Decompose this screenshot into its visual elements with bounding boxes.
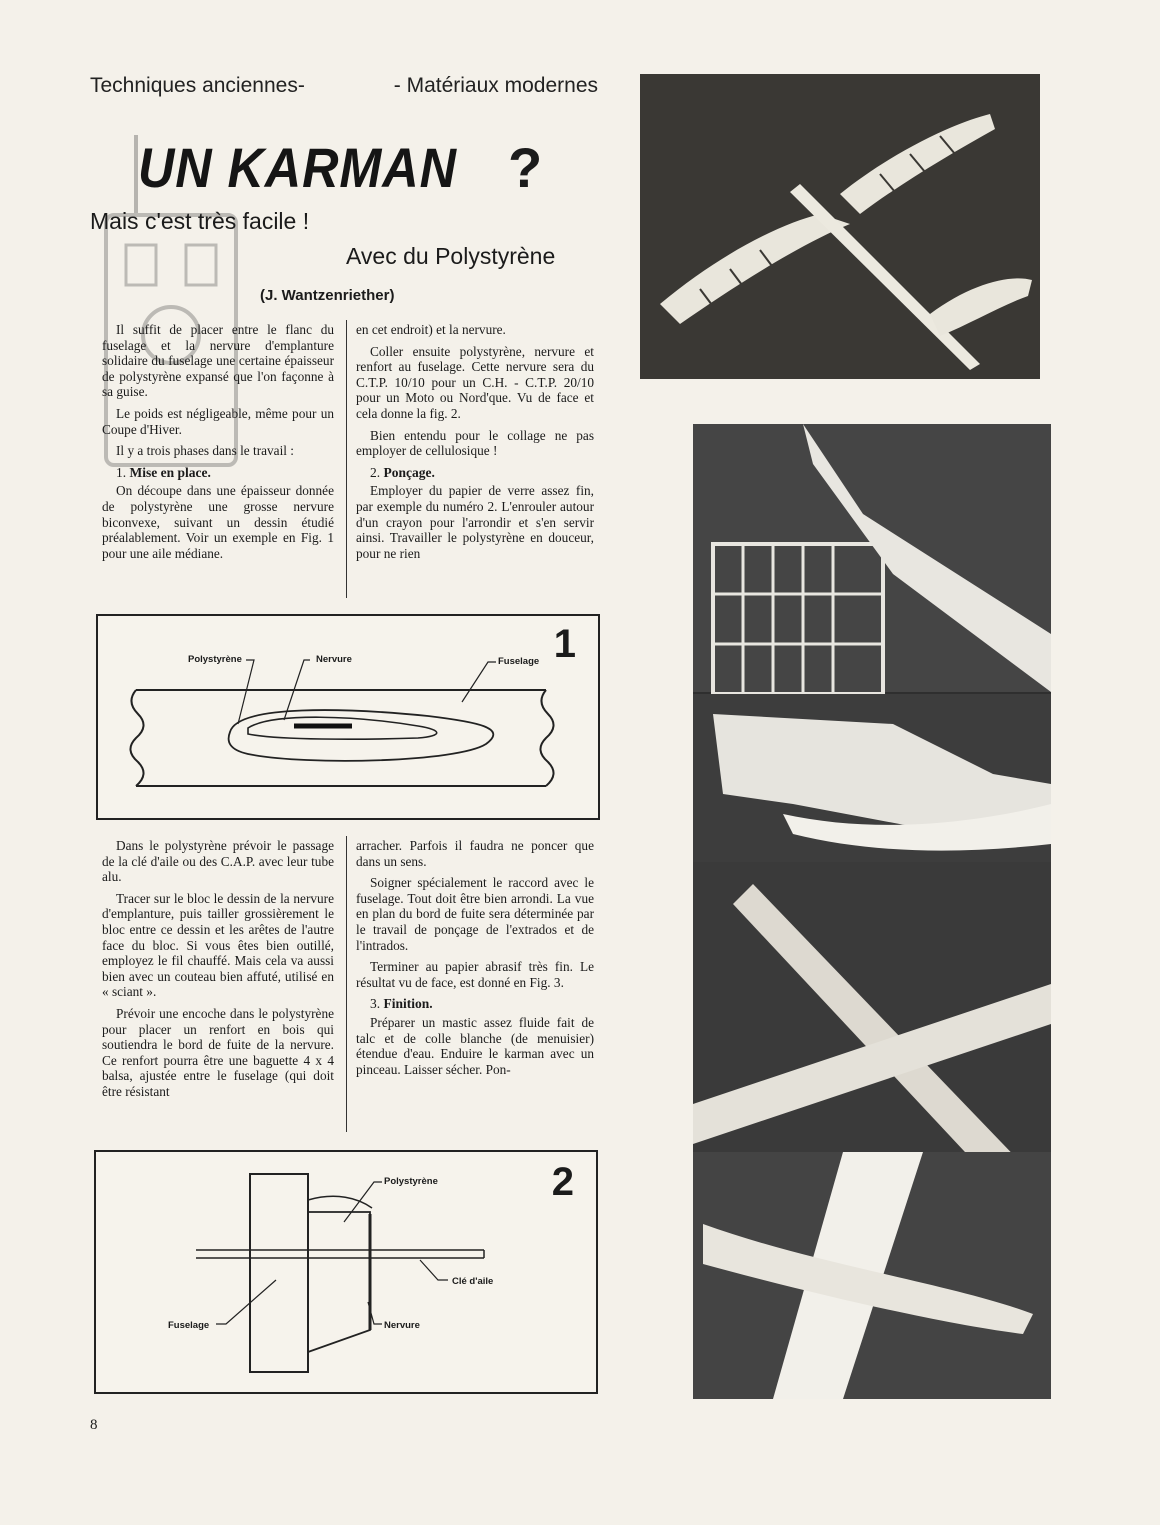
paragraph: Il suffit de placer entre le flanc du fuselage et la nervure d'emplanture solidaire du fuselage une certaine épaisseur de polystyrène expansé que l'on façonne à sa guise. bbox=[102, 322, 334, 400]
paragraph: Bien entendu pour le collage ne pas employer de cellulosique ! bbox=[356, 427, 594, 459]
label-cle-d-aile: Clé d'aile bbox=[452, 1276, 494, 1287]
article-title: UN KARMAN bbox=[138, 136, 457, 199]
heading-text: Ponçage. bbox=[383, 464, 435, 480]
paragraph: Préparer un mastic assez fluide fait de talc et de colle blanche (de menuisier) étendue d'eau. Enduire le karman avec un pinceau. Laisser sécher. Pon- bbox=[356, 1014, 594, 1077]
paragraph: Tracer sur le bloc le dessin de la nervure d'emplanture, puis tailler grossièrement le bloc entre ce dessin et les arêtes de l'autre face du bloc. Si vous êtes bien outillé, employez le fil chauffé. Mais cela va aussi bien avec un couteau bien affuté, utilisé en « sciant ». bbox=[102, 890, 334, 1000]
figure-number: 2 bbox=[551, 1160, 574, 1204]
author: (J. Wantzenriether) bbox=[260, 287, 395, 304]
paragraph: Employer du papier de verre assez fin, par exemple du numéro 2. L'enrouler autour d'un crayon pour l'arrondir et s'en servir ainsi. Travailler le polystyrène en douceur, pour ne rien bbox=[356, 483, 594, 561]
figure-1-drawing bbox=[98, 616, 598, 818]
column-2-bottom bbox=[356, 838, 594, 1083]
column-divider bbox=[346, 836, 347, 1132]
label-nervure: Nervure bbox=[384, 1320, 420, 1331]
column-divider bbox=[346, 320, 347, 598]
column-2-top bbox=[356, 322, 594, 567]
label-polystyrene: Polystyrène bbox=[188, 654, 242, 665]
paragraph: Le poids est négligeable, même pour un Coupe d'Hiver. bbox=[102, 405, 334, 437]
glider-photo-top bbox=[640, 74, 1040, 379]
paragraph: Prévoir une encoche dans le polystyrène pour placer un renfort en bois qui soutiendra le bord de fuite de la nervure. Ce renfort pourra être une baguette 4 x 4 balsa, ajustée entre le fuselage (qui doit être résistant bbox=[102, 1005, 334, 1099]
subtitle-2: Avec du Polystyrène bbox=[346, 243, 556, 269]
page-number: 8 bbox=[90, 1417, 98, 1433]
figure-number: 1 bbox=[553, 622, 576, 666]
paragraph: Il y a trois phases dans le travail : bbox=[116, 443, 294, 459]
heading-number: 1. bbox=[116, 464, 127, 480]
heading-text: Finition. bbox=[383, 996, 433, 1012]
header-left: Techniques anciennes- bbox=[90, 74, 305, 97]
figure-2-drawing bbox=[96, 1152, 596, 1392]
section-header bbox=[90, 74, 598, 98]
article-title-mark: ? bbox=[508, 136, 543, 199]
paragraph: Soigner spécialement le raccord avec le fuselage. Tout doit être bien arrondi. La vue en plan du bord de fuite sera déterminée par le travail de ponçage de l'extrados et de l'intrados. bbox=[356, 875, 594, 953]
paragraph: On découpe dans une épaisseur donnée de polystyrène une grosse nervure biconvexe, suivant un dessin étudié préalablement. Voir un exemple en Fig. 1 pour une aile médiane. bbox=[102, 483, 334, 561]
label-fuselage: Fuselage bbox=[168, 1320, 210, 1331]
heading-number: 3. bbox=[370, 996, 381, 1012]
figure-2 bbox=[94, 1150, 598, 1394]
label-polystyrene: Polystyrène bbox=[384, 1176, 438, 1187]
section-heading-2 bbox=[370, 465, 594, 481]
column-1-bottom bbox=[102, 838, 334, 1106]
label-fuselage: Fuselage bbox=[498, 656, 540, 667]
column-1-top bbox=[102, 322, 334, 567]
paragraph: arracher. Parfois il faudra ne poncer que dans un sens. bbox=[356, 838, 594, 869]
paragraph: Terminer au papier abrasif très fin. Le résultat vu de face, est donné en Fig. 3. bbox=[356, 959, 594, 990]
heading-number: 2. bbox=[370, 464, 381, 480]
section-heading-3 bbox=[370, 996, 594, 1012]
figure-1 bbox=[96, 614, 600, 820]
paragraph: Coller ensuite polystyrène, nervure et renfort au fuselage. Cette nervure sera du C.T.P. 10/10 pour un C.H. - C.T.P. 20/10 pour un Moto ou Nord'que. Vu de face et cela donne la fig. 2. bbox=[356, 343, 594, 421]
paragraph: Dans le polystyrène prévoir le passage de la clé d'aile ou des C.A.P. avec leur tube alu. bbox=[102, 838, 334, 885]
heading-text: Mise en place. bbox=[129, 464, 211, 480]
section-heading-1 bbox=[116, 465, 334, 481]
karman-detail-photos bbox=[693, 424, 1051, 1399]
paragraph: en cet endroit) et la nervure. bbox=[356, 322, 506, 337]
label-nervure: Nervure bbox=[316, 654, 352, 665]
subtitle-1: Mais c'est très facile ! bbox=[90, 208, 310, 234]
header-right: - Matériaux modernes bbox=[393, 74, 598, 97]
